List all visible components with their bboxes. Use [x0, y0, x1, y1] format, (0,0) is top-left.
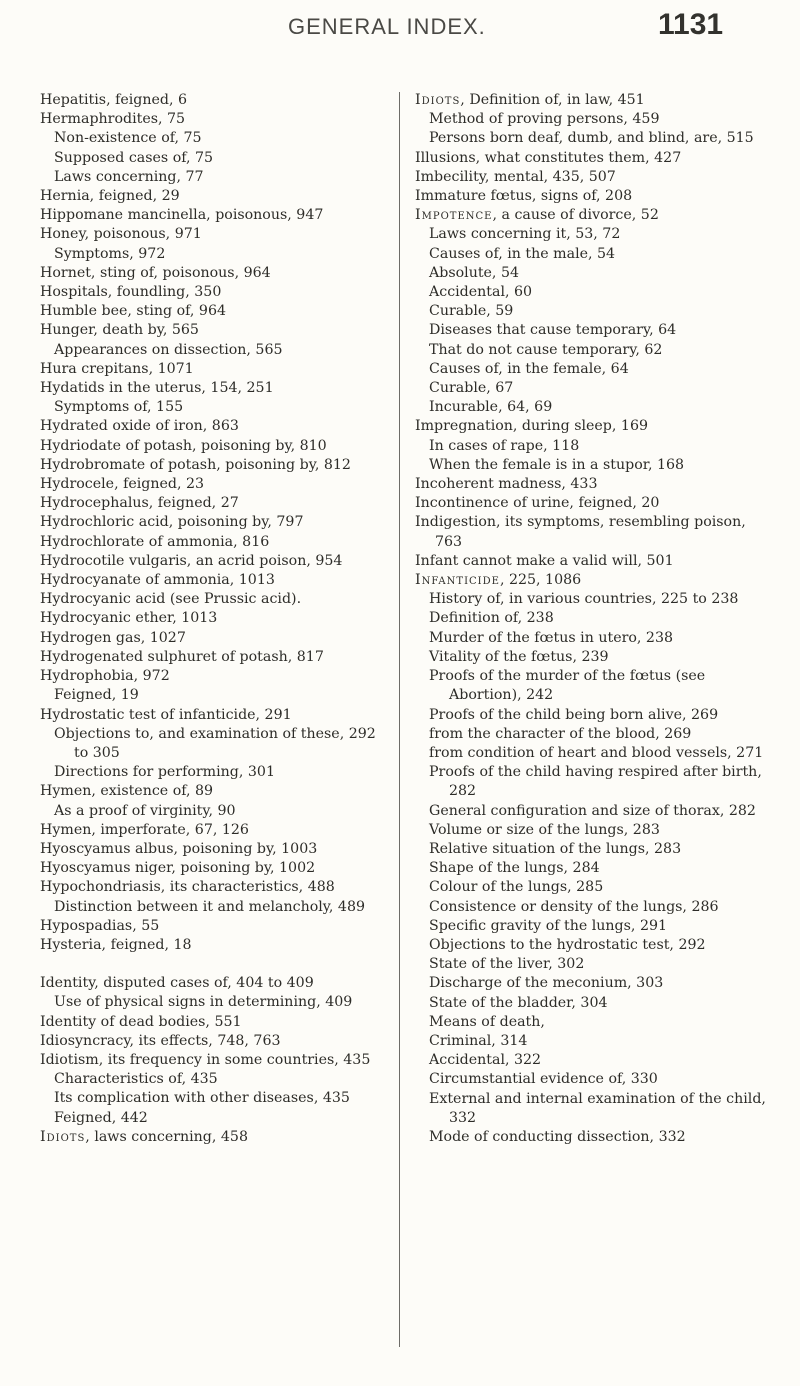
index-subentry: That do not cause temporary, 62: [429, 341, 663, 358]
page-header: [0, 6, 800, 46]
index-entry: Idiosyncracy, its effects, 748, 763: [40, 1032, 281, 1049]
index-subentry: Proofs of the child having respired after birth, 282: [429, 764, 762, 800]
index-entry: Infant cannot make a valid will, 501: [415, 552, 674, 569]
index-entry: Hydrostatic test of infanticide, 291: [40, 706, 292, 723]
index-subentry: State of the bladder, 304: [429, 994, 608, 1011]
index-entry: Immature fœtus, signs of, 208: [415, 188, 633, 205]
index-subentry: Murder of the fœtus in utero, 238: [429, 629, 674, 646]
index-entry: Hyoscyamus albus, poisoning by, 1003: [40, 840, 318, 857]
index-subentry: Supposed cases of, 75: [54, 149, 214, 166]
index-entry: Hymen, imperforate, 67, 126: [40, 821, 249, 838]
index-entry: Hydrated oxide of iron, 863: [40, 418, 239, 435]
index-subentry: Curable, 67: [429, 380, 514, 397]
index-subentry: Circumstantial evidence of, 330: [429, 1071, 658, 1088]
index-subentry: Relative situation of the lungs, 283: [429, 840, 682, 857]
index-subentry: Colour of the lungs, 285: [429, 879, 604, 896]
index-subentry: Absolute, 54: [429, 264, 519, 281]
index-entry: Hydrocyanic acid (see Prussic acid).: [40, 591, 302, 608]
index-subentry: from condition of heart and blood vessels, 271: [429, 744, 764, 761]
index-subentry: Persons born deaf, dumb, and blind, are, 515: [429, 130, 754, 147]
index-subentry: When the female is in a stupor, 168: [429, 456, 685, 473]
index-entry: Hysteria, feigned, 18: [40, 936, 192, 953]
index-entry: Hydrophobia, 972: [40, 668, 170, 685]
index-subentry: Criminal, 314: [429, 1032, 528, 1049]
index-subentry: Consistence or density of the lungs, 286: [429, 898, 719, 915]
index-subentry: Causes of, in the male, 54: [429, 245, 616, 262]
index-subentry: Accidental, 60: [429, 284, 533, 301]
index-subentry: Means of death,: [429, 1013, 545, 1030]
index-entry: Hura crepitans, 1071: [40, 360, 194, 377]
index-entry: Hornet, sting of, poisonous, 964: [40, 264, 271, 281]
index-subentry: Incurable, 64, 69: [429, 399, 553, 416]
index-entry: Hyoscyamus niger, poisoning by, 1002: [40, 860, 316, 877]
index-entry: Identity, disputed cases of, 404 to 409: [40, 975, 314, 992]
index-entry: Hydrocotile vulgaris, an acrid poison, 954: [40, 552, 343, 569]
index-entry: Hydrocyanate of ammonia, 1013: [40, 572, 275, 589]
index-subentry: Objections to, and examination of these, 292 to 305: [54, 725, 376, 761]
index-subentry: Symptoms of, 155: [54, 399, 184, 416]
index-entry: Hepatitis, feigned, 6: [40, 92, 188, 108]
index-subentry: Discharge of the meconium, 303: [429, 975, 664, 992]
index-subentry: History of, in various countries, 225 to 238: [429, 591, 739, 608]
index-entry: Hydrocele, feigned, 23: [40, 476, 205, 493]
index-subentry: Mode of conducting dissection, 332: [429, 1128, 686, 1145]
index-column-left: [40, 91, 380, 1147]
index-entry: Incontinence of urine, feigned, 20: [415, 495, 660, 512]
index-entry: Hydatids in the uterus, 154, 251: [40, 380, 274, 397]
index-entry: Hernia, feigned, 29: [40, 188, 180, 205]
index-entry: Illusions, what constitutes them, 427: [415, 149, 682, 166]
index-entry: Hymen, existence of, 89: [40, 783, 214, 800]
index-subentry: As a proof of virginity, 90: [54, 802, 236, 819]
index-entry: Hippomane mancinella, poisonous, 947: [40, 207, 324, 224]
index-subentry: Symptoms, 972: [54, 245, 166, 262]
index-subentry: Method of proving persons, 459: [429, 111, 660, 128]
index-entry: Hydrocyanic ether, 1013: [40, 610, 218, 627]
index-entry: Idiots, Definition of, in law, 451: [415, 92, 645, 108]
index-entry: Hypochondriasis, its characteristics, 488: [40, 879, 335, 896]
column-divider: [399, 92, 400, 1347]
index-subentry: General configuration and size of thorax, 282: [429, 802, 756, 819]
index-subentry: Directions for performing, 301: [54, 764, 275, 781]
index-subentry: Laws concerning, 77: [54, 168, 204, 185]
index-entry: Hydriodate of potash, poisoning by, 810: [40, 437, 327, 454]
index-entry: Incoherent madness, 433: [415, 476, 598, 493]
index-subentry: Use of physical signs in determining, 409: [54, 994, 353, 1011]
index-entry: Hydrochlorate of ammonia, 816: [40, 533, 270, 550]
index-column-right: [415, 91, 770, 1147]
index-subentry: Diseases that cause temporary, 64: [429, 322, 677, 339]
index-entry: Hydrogenated sulphuret of potash, 817: [40, 648, 324, 665]
index-entry: Idiotism, its frequency in some countries, 435: [40, 1051, 371, 1068]
index-subentry: Objections to the hydrostatic test, 292: [429, 936, 706, 953]
index-entry: Hunger, death by, 565: [40, 322, 199, 339]
index-entry: Indigestion, its symptoms, resembling poison, 763: [415, 514, 746, 550]
index-entry: Identity of dead bodies, 551: [40, 1013, 242, 1030]
index-entry: Humble bee, sting of, 964: [40, 303, 227, 320]
index-subentry: Laws concerning it, 53, 72: [429, 226, 621, 243]
index-subentry: Characteristics of, 435: [54, 1071, 218, 1088]
index-entry: Honey, poisonous, 971: [40, 226, 202, 243]
index-subentry: Curable, 59: [429, 303, 514, 320]
index-entry: Infanticide, 225, 1086: [415, 572, 582, 589]
index-subentry: Feigned, 19: [54, 687, 139, 704]
index-subentry: from the character of the blood, 269: [429, 725, 692, 742]
index-subentry: Non-existence of, 75: [54, 130, 202, 147]
index-subentry: Feigned, 442: [54, 1109, 148, 1126]
index-entry: Hospitals, foundling, 350: [40, 284, 222, 301]
index-entry: Hydrochloric acid, poisoning by, 797: [40, 514, 304, 531]
running-title: GENERAL INDEX.: [288, 14, 486, 39]
index-subentry: Causes of, in the female, 64: [429, 360, 629, 377]
index-entry: Hydrobromate of potash, poisoning by, 812: [40, 456, 351, 473]
index-subentry: External and internal examination of the child, 332: [429, 1090, 766, 1126]
index-subentry: Proofs of the child being born alive, 269: [429, 706, 719, 723]
index-entry: Hydrogen gas, 1027: [40, 629, 186, 646]
index-entry: Hypospadias, 55: [40, 917, 160, 934]
index-subentry: Proofs of the murder of the fœtus (see Abortion), 242: [429, 668, 706, 704]
index-subentry: Definition of, 238: [429, 610, 554, 627]
index-subentry: Distinction between it and melancholy, 489: [54, 898, 366, 915]
index-subentry: Specific gravity of the lungs, 291: [429, 917, 668, 934]
index-entry: Hydrocephalus, feigned, 27: [40, 495, 239, 512]
index-subentry: In cases of rape, 118: [429, 437, 580, 454]
index-subentry: Shape of the lungs, 284: [429, 860, 600, 877]
index-entry: Impotence, a cause of divorce, 52: [415, 207, 659, 224]
index-subentry: Volume or size of the lungs, 283: [429, 821, 660, 838]
index-subentry: Vitality of the fœtus, 239: [429, 648, 609, 665]
index-subentry: Accidental, 322: [429, 1052, 542, 1069]
index-entry: Hermaphrodites, 75: [40, 111, 186, 128]
index-subentry: Its complication with other diseases, 435: [54, 1090, 350, 1107]
index-entry: Impregnation, during sleep, 169: [415, 418, 648, 435]
index-entry: Idiots, laws concerning, 458: [40, 1128, 248, 1145]
index-subentry: State of the liver, 302: [429, 956, 585, 973]
index-entry: Imbecility, mental, 435, 507: [415, 168, 616, 185]
page-number: 1131: [658, 8, 724, 41]
index-subentry: Appearances on dissection, 565: [54, 341, 283, 358]
